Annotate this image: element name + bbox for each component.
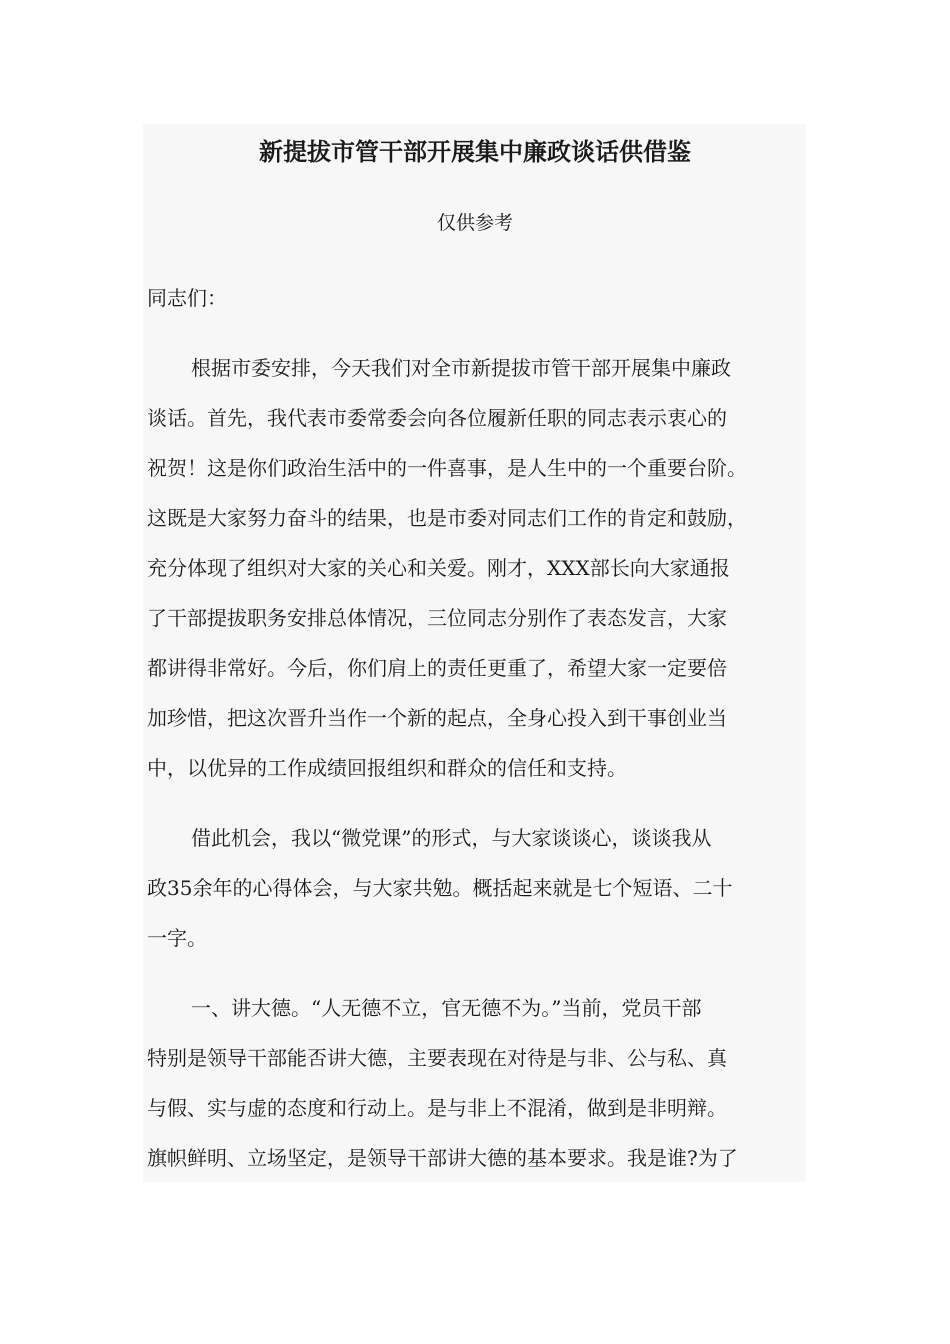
- paragraph-1-line-4: 这既是大家努力奋斗的结果，也是市委对同志们工作的肯定和鼓励，: [147, 506, 747, 530]
- paragraph-1-line-3: 祝贺！这是你们政治生活中的一件喜事，是人生中的一个重要台阶。: [147, 456, 747, 480]
- paragraph-1-line-1: 根据市委安排，今天我们对全市新提拔市管干部开展集中廉政: [191, 356, 731, 380]
- salutation: 同志们：: [147, 286, 227, 310]
- document-subtitle: 仅供参考: [436, 212, 513, 234]
- paragraph-2-line-1: 借此机会，我以“微党课”的形式，与大家谈谈心，谈谈我从: [191, 826, 712, 850]
- paragraph-3-line-1: 一、讲大德。“人无德不立，官无德不为。”当前，党员干部: [191, 996, 702, 1020]
- paragraph-1-line-7: 都讲得非常好。今后，你们肩上的责任更重了，希望大家一定要倍: [147, 656, 727, 680]
- paragraph-1-line-6: 了干部提拔职务安排总体情况，三位同志分别作了表态发言，大家: [147, 606, 727, 630]
- paragraph-1-line-9: 中，以优异的工作成绩回报组织和群众的信任和支持。: [147, 756, 627, 780]
- paragraph-3-line-4: 旗帜鲜明、立场坚定，是领导干部讲大德的基本要求。我是谁?为了: [147, 1146, 738, 1170]
- paragraph-2-line-3: 一字。: [147, 926, 207, 950]
- paragraph-1-line-8: 加珍惜，把这次晋升当作一个新的起点，全身心投入到干事创业当: [147, 706, 727, 730]
- paragraph-3-line-2: 特别是领导干部能否讲大德，主要表现在对待是与非、公与私、真: [147, 1046, 727, 1070]
- document-title: 新提拔市管干部开展集中廉政谈话供借鉴: [259, 138, 691, 166]
- paragraph-3-line-3: 与假、实与虚的态度和行动上。是与非上不混淆，做到是非明辩。: [147, 1096, 727, 1120]
- paragraph-2-line-2: 政35余年的心得体会，与大家共勉。概括起来就是七个短语、二十: [147, 876, 733, 900]
- paragraph-1-line-5: 充分体现了组织对大家的关心和关爱。刚才，XXX部长向大家通报: [147, 556, 730, 580]
- paragraph-1-line-2: 谈话。首先，我代表市委常委会向各位履新任职的同志表示衷心的: [147, 406, 727, 430]
